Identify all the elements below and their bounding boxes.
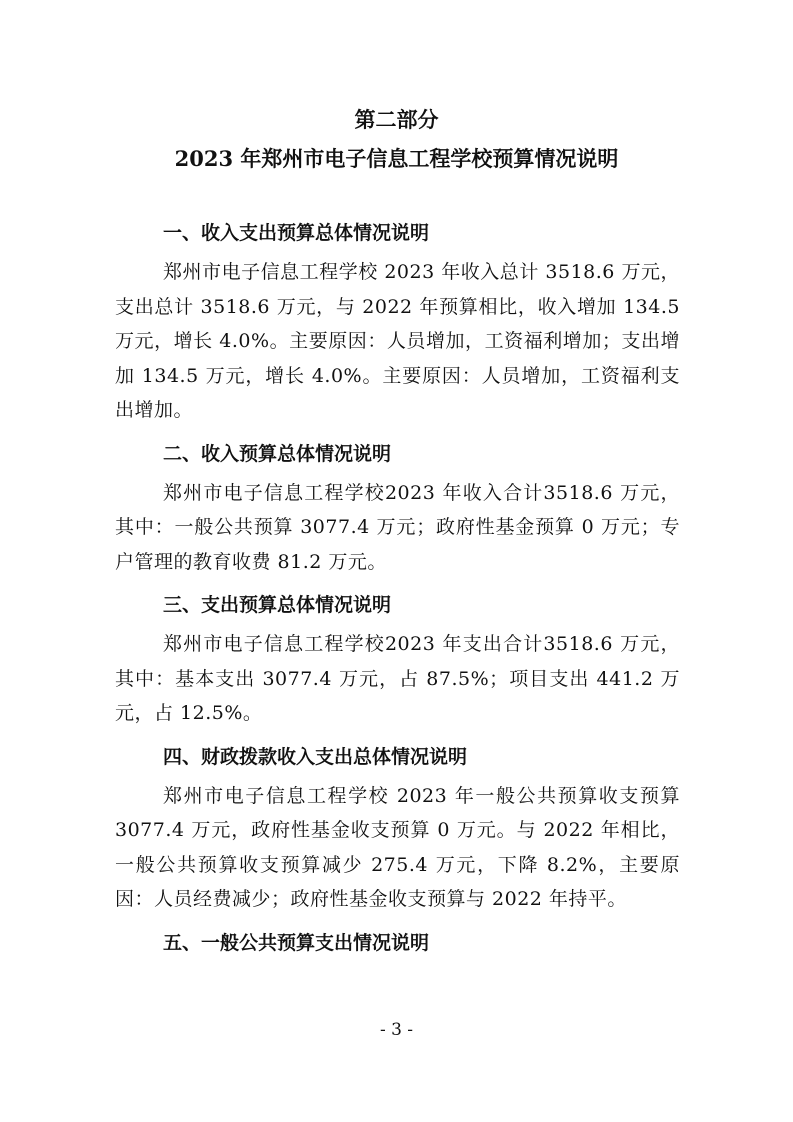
document-title: 2023 年郑州市电子信息工程学校预算情况说明 [174,146,619,171]
document-body [115,217,680,959]
section-heading-4: 四、财政拨款收入支出总体情况说明 [163,745,468,768]
section-heading-3: 三、支出预算总体情况说明 [163,594,392,616]
section-body-4: 郑州市电子信息工程学校 2023 年一般公共预算收支预算 3077.4 万元，政府性基金收支预算 0 万元。与 2022 年相比，一般公共预算收支预算减少 275.4 万元，下降 8.2%，主要原因：人员经费减少；政府性基金收支预算与 2022 年持平。 [115,784,680,910]
section-heading-5: 五、一般公共预算支出情况说明 [163,931,430,954]
section-body-3: 郑州市电子信息工程学校2023 年支出合计3518.6 万元，其中：基本支出 3077.4 万元，占 87.5%；项目支出 441.2 万元，占 12.5%。 [115,633,680,724]
section-body-1: 郑州市电子信息工程学校 2023 年收入总计 3518.6 万元，支出总计 3518.6 万元，与 2022 年预算相比，收入增加 134.5 万元，增长 4.0%。主要原因：人员增加，工资福利增加；支出增加 134.5 万元，增长 4.0%。主要原因：人员增加，工资福利支出增加。 [115,261,680,421]
part-title: 第二部分 [354,108,439,132]
section-heading-1: 一、收入支出预算总体情况说明 [163,222,430,244]
page-number: - 3 - [379,1020,414,1040]
section-body-2: 郑州市电子信息工程学校2023 年收入合计3518.6 万元，其中：一般公共预算 3077.4 万元；政府性基金预算 0 万元；专户管理的教育收费 81.2 万元。 [115,481,680,573]
section-heading-2: 二、收入预算总体情况说明 [163,442,392,465]
